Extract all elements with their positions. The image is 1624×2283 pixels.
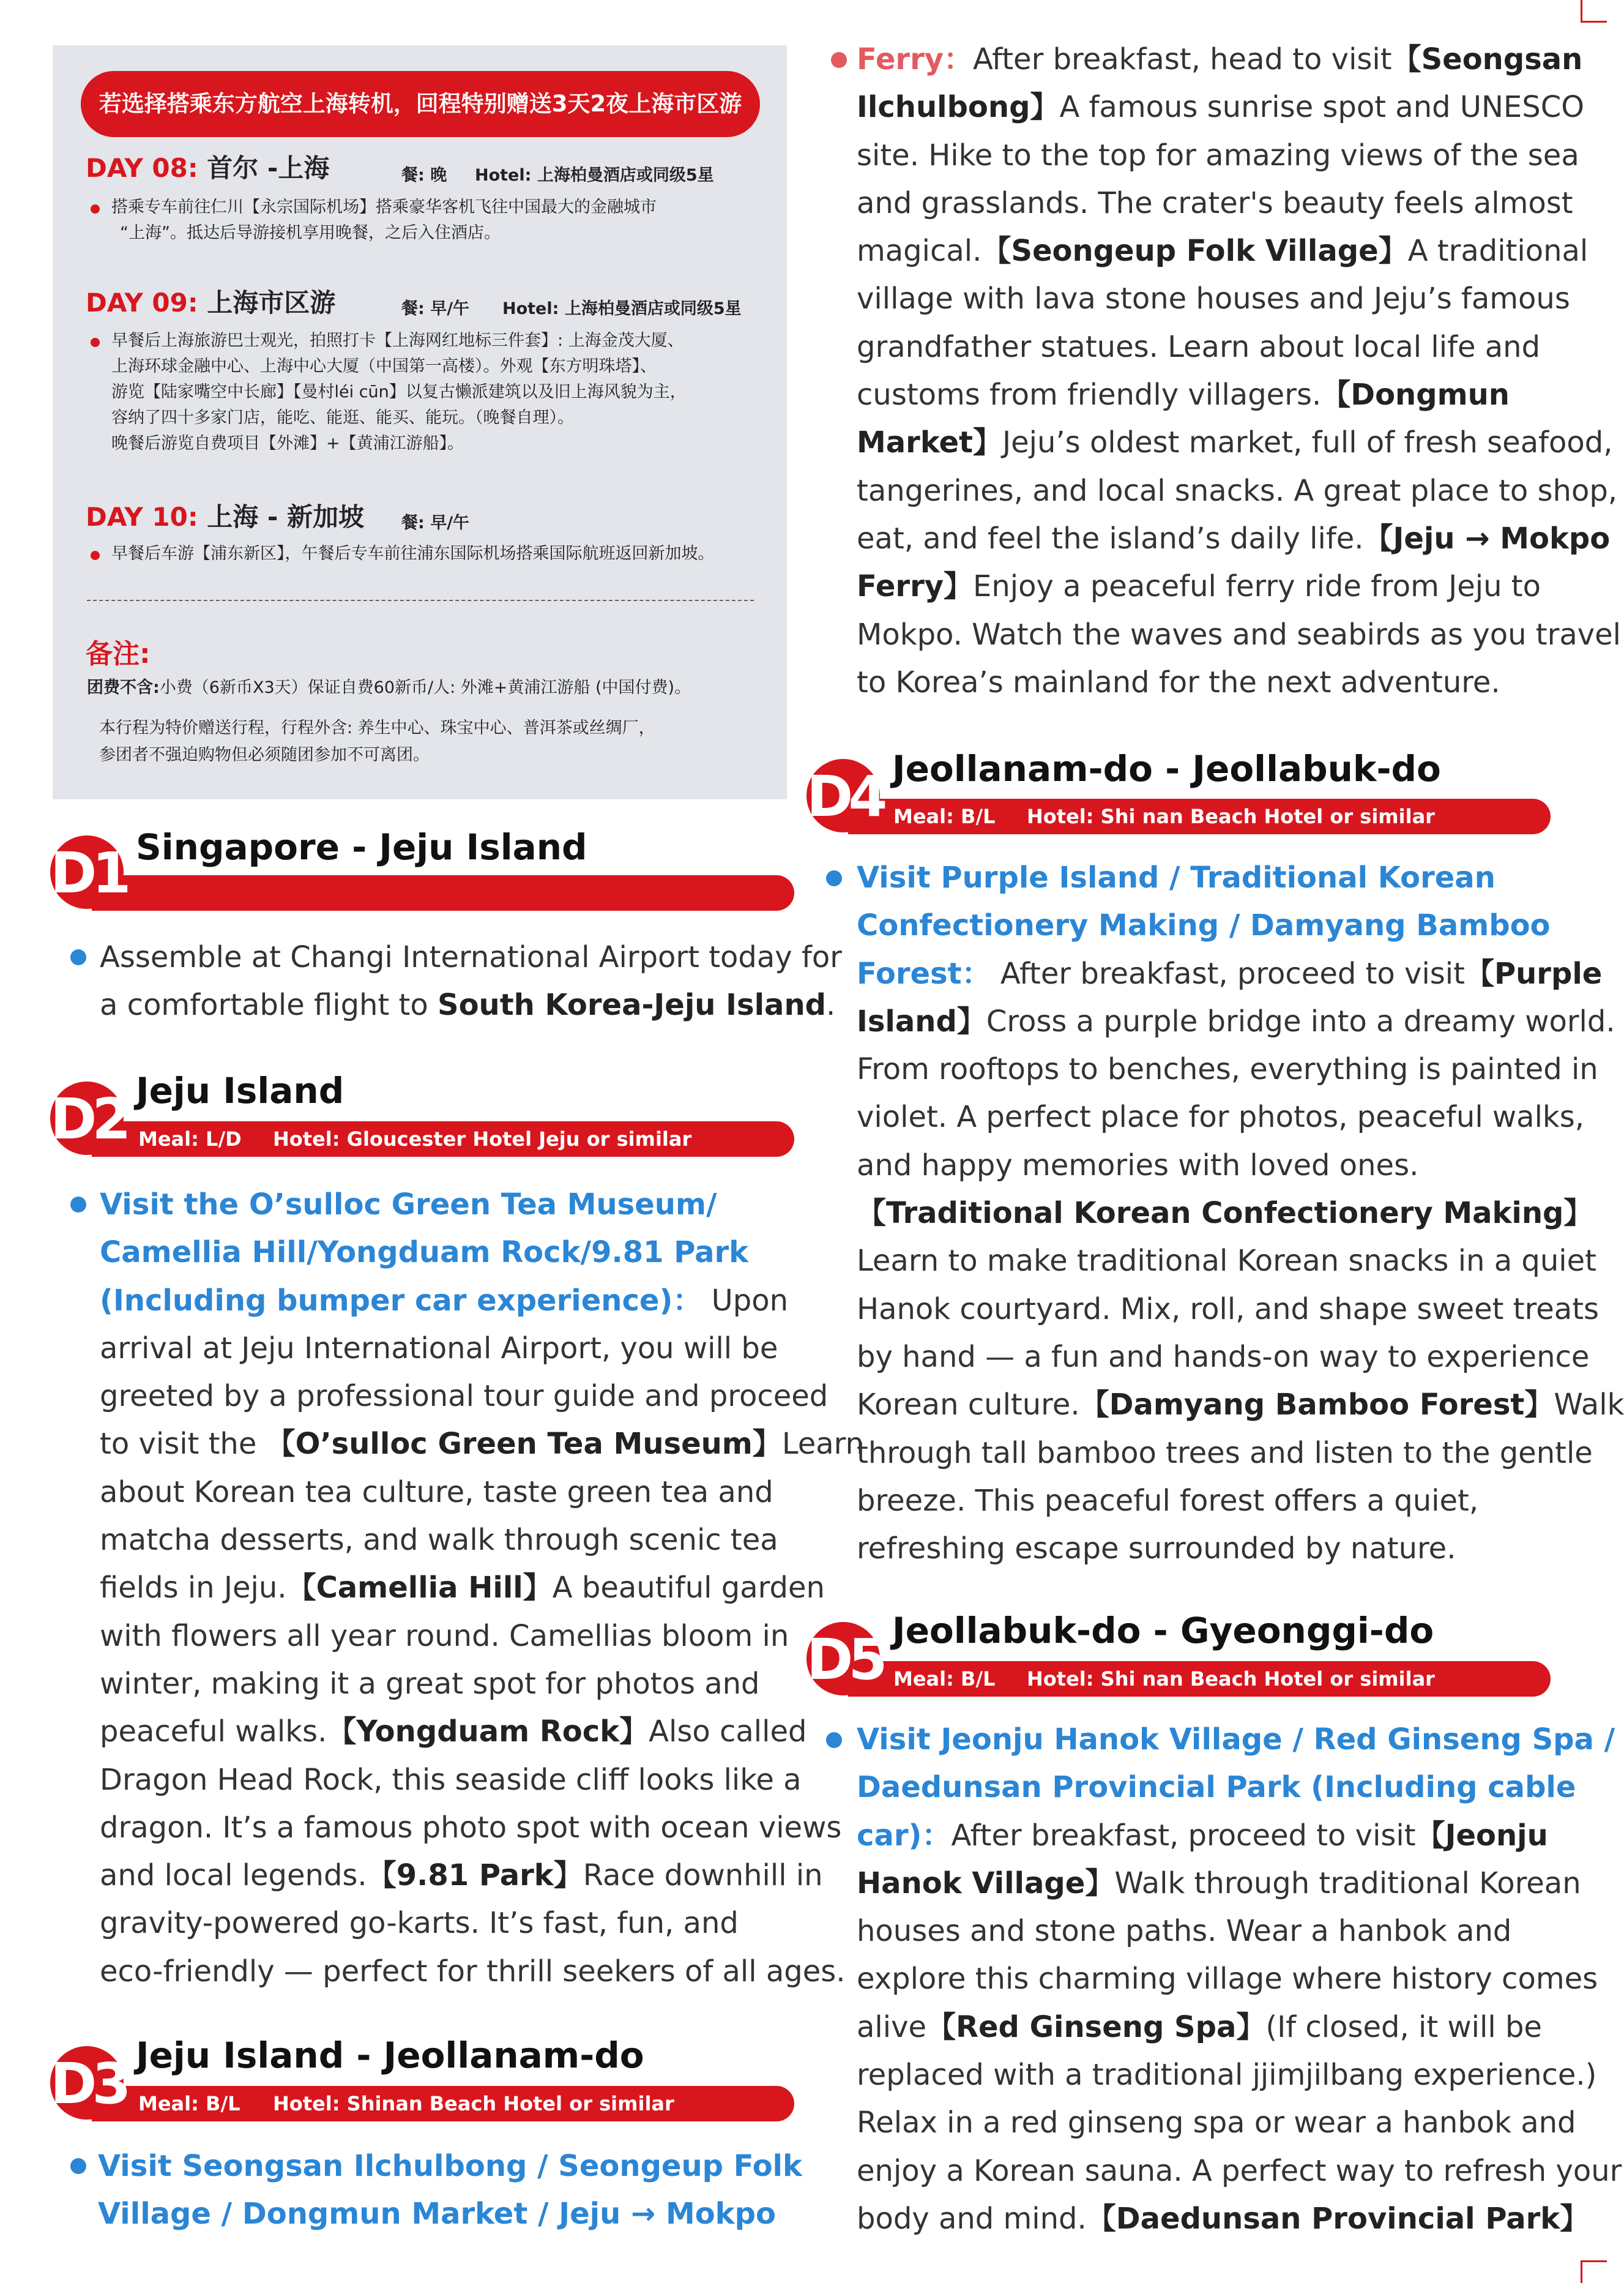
emphasis: 【Red Ginseng Spa】	[926, 2009, 1266, 2044]
bullet-dot	[91, 338, 100, 347]
day3-hotel: Hotel: Shinan Beach Hotel or similar	[273, 2092, 674, 2115]
text-line: enjoy a Korean sauna. A perfect way to refresh your	[857, 2153, 1622, 2188]
text-line: village with lava stone houses and Jeju’s famous	[857, 282, 1570, 316]
highlight: Visit Seongsan Ilchulbong / Seongeup Folk	[98, 2149, 802, 2183]
text-line: matcha desserts, and walk through scenic tea	[100, 1523, 778, 1558]
text-line: site. Hike to the top for amazing views of the sea	[857, 138, 1579, 173]
emphasis: 【Camellia Hill】	[286, 1571, 553, 1605]
text-line: customs from friendly villagers.【Dongmun	[857, 378, 1510, 413]
text-line: about Korean tea culture, taste green tea and	[100, 1474, 773, 1509]
text-line	[857, 902, 1579, 949]
day5-description	[857, 1716, 1622, 2243]
text-line: grandfather statues. Learn about local life and	[857, 329, 1541, 364]
highlight: Confectionery Making / Damyang Bamboo	[857, 908, 1551, 943]
text-line: alive【Red Ginseng Spa】(If closed, it will be	[857, 2009, 1542, 2044]
emphasis: 【Yongduam Rock】	[327, 1714, 649, 1749]
crop-mark-top-right	[1581, 0, 1607, 23]
bullet-dot	[826, 1732, 842, 1748]
text-line: From rooftops to benches, everything is painted in	[857, 1052, 1598, 1087]
emphasis: South Korea-Jeju Island	[438, 988, 826, 1023]
day3-description	[98, 2142, 802, 2238]
text-line	[98, 2142, 802, 2190]
text-line: Ilchulbong】A famous sunrise spot and UNESCO	[857, 90, 1584, 125]
text-line: Learn to make traditional Korean snacks in a quiet	[857, 1244, 1596, 1279]
text-line: arrival at Jeju International Airport, you will be	[100, 1331, 778, 1366]
emphasis: 【Seongeup Folk Village】	[981, 234, 1408, 269]
text-line: (Including bumper car experience)： Upon	[100, 1283, 789, 1318]
day09-number: DAY 09:	[86, 288, 198, 318]
text-line: refreshing escape surrounded by nature.	[857, 1531, 1456, 1566]
text-line: to Korea’s mainland for the next adventure.	[857, 665, 1500, 700]
day2-title: Jeju Island	[136, 1070, 345, 1112]
emphasis: Island】	[857, 1004, 986, 1039]
text-line	[857, 854, 1579, 902]
highlight: Visit the O’sulloc Green Tea Museum/	[100, 1187, 717, 1222]
day10-title: 上海 - 新加坡	[207, 502, 364, 532]
highlight: Village / Dongmun Market / Jeju → Mokpo	[98, 2197, 776, 2232]
bullet-dot	[91, 204, 100, 214]
text-line	[857, 1763, 1579, 1811]
day09-title: 上海市区游	[207, 288, 336, 318]
day5-badge: D5	[806, 1622, 880, 1695]
text-line: gravity-powered go-karts. It’s fast, fun, and	[100, 1906, 739, 1941]
text-line	[100, 1228, 797, 1276]
bullet-dot	[91, 551, 100, 560]
highlight: Forest：	[857, 956, 991, 991]
bullet-dot	[70, 1197, 86, 1212]
text-line: Market】Jeju’s oldest market, full of fresh seafood,	[857, 425, 1613, 460]
text-line: breeze. This peaceful forest offers a quiet,	[857, 1483, 1479, 1518]
text-line: violet. A perfect place for photos, peaceful walks,	[857, 1100, 1584, 1135]
day08-text: 搭乘专车前往仁川【永宗国际机场】搭乘豪华客机飞往中国最大的金融城市 “上海”。抵达后导游接机享用晚餐，之后入住酒店。	[111, 198, 657, 242]
day08-title: 首尔 -上海	[207, 153, 330, 183]
day09-hotel: Hotel: 上海柏曼酒店或同级5星	[502, 299, 742, 318]
ferry-label: Ferry：	[857, 42, 974, 77]
text-line: tangerines, and local snacks. A great place to shop,	[857, 473, 1618, 508]
text-line: Forest： After breakfast, proceed to visit【Purple	[857, 956, 1603, 991]
day4-description	[857, 854, 1624, 1572]
bullet-dot	[70, 2158, 86, 2174]
emphasis: 【Damyang Bamboo Forest】	[1079, 1388, 1554, 1422]
day09-meal: 餐: 早/午	[401, 299, 470, 318]
emphasis: 【Seongsan	[1391, 42, 1583, 77]
day08-meal: 餐: 晚	[401, 166, 447, 185]
text-line: magical.【Seongeup Folk Village】A traditional	[857, 234, 1589, 269]
emphasis: 【Traditional Korean Confectionery Making】	[857, 1196, 1593, 1231]
text-line	[857, 1716, 1615, 1763]
text-line: and local legends.【9.81 Park】Race downhill in	[100, 1858, 823, 1893]
day2-hotel: Hotel: Gloucester Hotel Jeju or similar	[273, 1127, 692, 1151]
highlight: Visit Purple Island / Traditional Korean	[857, 861, 1495, 895]
text-line: explore this charming village where history comes	[857, 1962, 1598, 1997]
text-line: Ferry】Enjoy a peaceful ferry ride from Jeju to	[857, 569, 1541, 604]
emphasis: Hanok Village】	[857, 1866, 1115, 1900]
text-line: Ferry：After breakfast, head to visit【Seongsan	[857, 42, 1583, 77]
day3-title: Jeju Island - Jeollanam-do	[136, 2035, 644, 2076]
day10-meal: 餐: 早/午	[401, 514, 470, 532]
day4-title: Jeollanam-do - Jeollabuk-do	[892, 748, 1441, 790]
day4-hotel: Hotel: Shi nan Beach Hotel or similar	[1027, 805, 1435, 828]
shanghai-banner: 若选择搭乘东方航空上海转机，回程特别赠送3天2夜上海市区游	[81, 71, 760, 137]
text-line: body and mind.【Daedunsan Provincial Park】	[857, 2201, 1590, 2236]
highlight: (Including bumper car experience)：	[100, 1283, 702, 1318]
highlight: Visit Jeonju Hanok Village / Red Ginseng Spa /	[857, 1722, 1615, 1757]
dashed-divider	[87, 600, 754, 601]
bullet-dot	[70, 949, 86, 965]
highlight: car)：	[857, 1818, 952, 1853]
day1-title-bar	[92, 875, 794, 911]
text-line: through tall bamboo trees and listen to the gentle	[857, 1435, 1593, 1470]
text-line: peaceful walks.【Yongduam Rock】Also called	[100, 1714, 807, 1749]
text-line: winter, making it a great spot for photos and	[100, 1666, 760, 1701]
text-line: Korean culture.【Damyang Bamboo Forest】Walk	[857, 1388, 1624, 1422]
text-line	[857, 1189, 1593, 1237]
text-line: fields in Jeju.【Camellia Hill】A beautiful garden	[100, 1571, 825, 1605]
text-line: Island】Cross a purple bridge into a dreamy world.	[857, 1004, 1615, 1039]
text-line: greeted by a professional tour guide and proceed	[100, 1379, 829, 1414]
day3-ferry-description	[857, 35, 1622, 706]
text-line: with flowers all year round. Camellias bloom in	[100, 1618, 789, 1653]
shanghai-extension-panel	[53, 45, 787, 799]
day09-heading	[86, 283, 335, 319]
emphasis: 【Daedunsan Provincial Park】	[1086, 2201, 1590, 2236]
day2-badge: D2	[50, 1082, 124, 1155]
day1-description	[100, 933, 842, 1029]
text-line: by hand — a fun and hands-on way to experience	[857, 1339, 1590, 1374]
highlight: Daedunsan Provincial Park (Including cable	[857, 1770, 1576, 1805]
emphasis: Market】	[857, 425, 1002, 460]
text-line: Hanok courtyard. Mix, roll, and shape sweet treats	[857, 1291, 1600, 1326]
text-line: eco-friendly — perfect for thrill seekers of all ages.	[100, 1954, 846, 1989]
text-line: Relax in a red ginseng spa or wear a hanbok and	[857, 2106, 1576, 2140]
emphasis: Ferry】	[857, 569, 974, 604]
day10-heading	[86, 497, 364, 534]
text-line: a comfortable flight to South Korea-Jeju Island.	[100, 988, 836, 1023]
bullet-dot	[831, 52, 847, 68]
text-line: dragon. It’s a famous photo spot with ocean views	[100, 1810, 842, 1845]
day1-title: Singapore - Jeju Island	[136, 826, 587, 868]
text-line	[98, 2190, 795, 2238]
text-line: eat, and feel the island’s daily life.【Jeju → Mokpo	[857, 521, 1611, 556]
day5-title: Jeollabuk-do - Gyeonggi-do	[892, 1610, 1434, 1651]
notes-title: 备注:	[86, 638, 151, 670]
day5-meal: Meal: B/L	[893, 1667, 996, 1691]
text-line: houses and stone paths. Wear a hanbok and	[857, 1914, 1512, 1949]
day1-badge: D1	[50, 835, 124, 909]
emphasis: 【Jeju → Mokpo	[1363, 521, 1611, 556]
text-line: Assemble at Changi International Airport today for	[100, 940, 842, 974]
text-line: Dragon Head Rock, this seaside cliff looks like a	[100, 1762, 802, 1797]
crop-mark-bottom-right	[1581, 2260, 1607, 2283]
emphasis: 【9.81 Park】	[367, 1858, 583, 1893]
bullet-dot	[826, 870, 842, 886]
day10-text: 早餐后车游【浦东新区】，午餐后专车前往浦东国际机场搭乘国际航班返回新加坡。	[111, 544, 715, 563]
day4-meal: Meal: B/L	[893, 805, 996, 828]
note-excluded-text: 小费（6新币X3天）保证自费60新币/人: 外滩+黄浦江游船 (中国付费)。	[159, 678, 691, 697]
emphasis: Ilchulbong】	[857, 90, 1060, 125]
text-line: and grasslands. The crater's beauty feels almost	[857, 185, 1573, 220]
text-line: Hanok Village】Walk through traditional Korean	[857, 1866, 1581, 1900]
highlight: Camellia Hill/Yongduam Rock/9.81 Park	[100, 1235, 749, 1270]
day3-meal: Meal: B/L	[138, 2092, 240, 2115]
note-disclaimer: 本行程为特价赠送行程，行程外含: 养生中心、珠宝中心、普洱茶或丝绸厂， 参团者不强迫购物但必须随团参加不可离团。	[99, 719, 655, 764]
day10-number: DAY 10:	[86, 502, 198, 532]
text-line: to visit the 【O’sulloc Green Tea Museum】Learn	[100, 1427, 864, 1462]
day5-hotel: Hotel: Shi nan Beach Hotel or similar	[1027, 1667, 1435, 1691]
emphasis: 【O’sulloc Green Tea Museum】	[266, 1427, 782, 1462]
text-line: and happy memories with loved ones.	[857, 1148, 1419, 1183]
day4-badge: D4	[806, 759, 880, 832]
note-excluded-label: 团费不含:	[87, 678, 160, 697]
text-line: replaced with a traditional jjimjilbang experience.)	[857, 2058, 1597, 2093]
day08-heading	[86, 148, 329, 185]
text-line: Mokpo. Watch the waves and seabirds as you travel	[857, 617, 1622, 652]
emphasis: 【Jeonju	[1415, 1818, 1548, 1853]
text-line	[100, 1181, 797, 1228]
text-line: car)：After breakfast, proceed to visit【Jeonju	[857, 1818, 1548, 1853]
day09-text: 早餐后上海旅游巴士观光，拍照打卡【上海网红地标三件套】: 上海金茂大厦、 上海环球金融中心、上海中心大厦（中国第一高楼）。外观【东方明珠塔】、 游览【陆家嘴空中长廊】【曼村léi cūn】以复古懒派建筑以及旧上海风貌为主， 容纳了四十多家门店，能吃、能逛、能买、能玩。（晚餐自理）。 晚餐后游览自费项目【外滩】+【黄浦江游船】。	[111, 331, 687, 453]
emphasis: 【Dongmun	[1321, 378, 1510, 413]
day08-number: DAY 08:	[86, 153, 198, 183]
emphasis: 【Purple	[1464, 956, 1603, 991]
day08-hotel: Hotel: 上海柏曼酒店或同级5星	[475, 166, 714, 185]
note-excluded	[87, 674, 691, 701]
day3-badge: D3	[50, 2046, 124, 2120]
day2-meal: Meal: L/D	[138, 1127, 242, 1151]
